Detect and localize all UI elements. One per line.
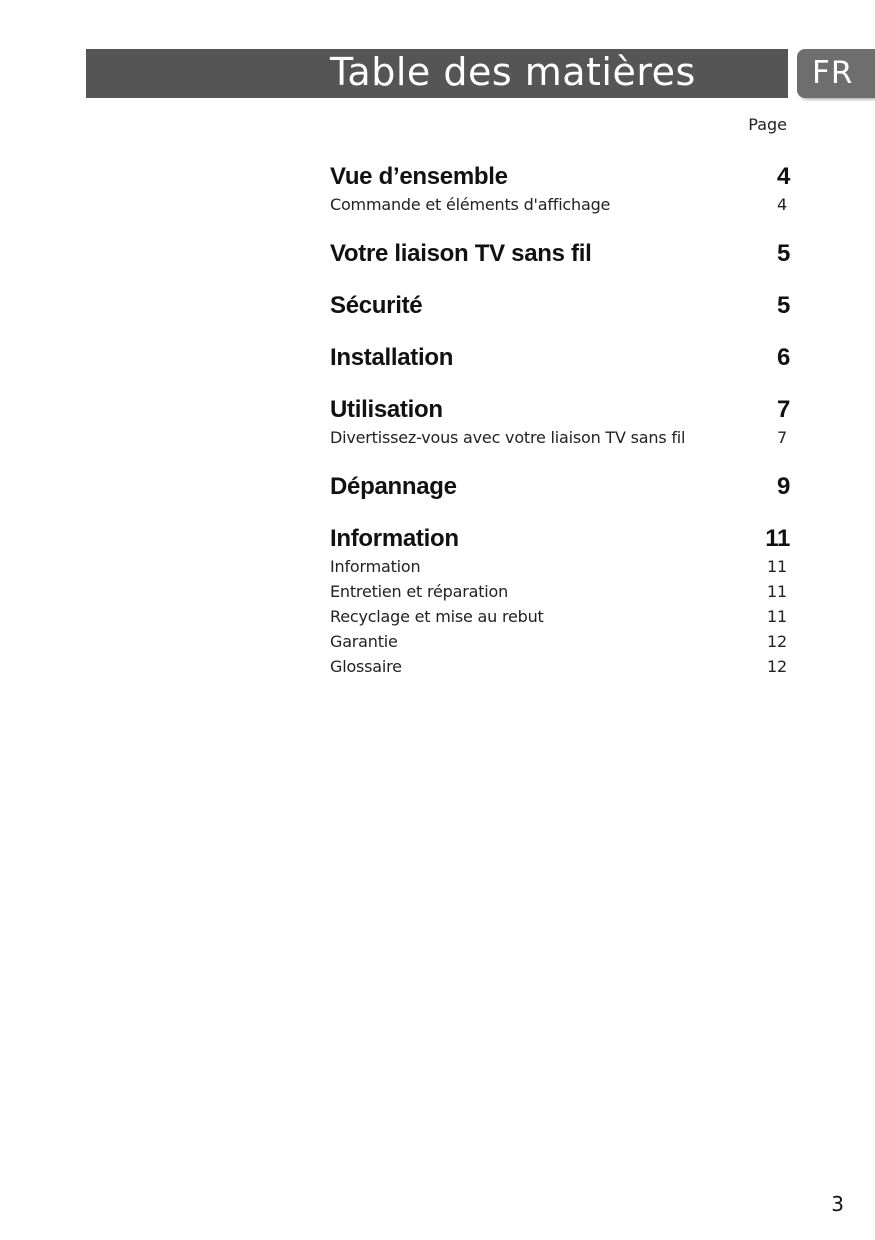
toc-section-heading[interactable] [330,239,790,269]
language-label: FR [812,55,854,91]
toc-section-title: Vue d’ensemble [330,163,508,190]
toc-section-heading[interactable] [330,395,790,425]
toc-entry[interactable] [330,192,790,217]
toc-section-page: 9 [776,473,790,500]
toc-entry-title: Glossaire [330,657,402,676]
table-of-contents [330,162,790,701]
toc-entry-page: 4 [777,195,787,214]
toc-section-heading[interactable] [330,472,790,502]
toc-section-page: 7 [776,396,790,423]
page-column-label: Page [748,115,787,134]
toc-section-page: 5 [776,240,790,267]
toc-entry-title: Garantie [330,632,398,651]
toc-entry-title: Information [330,557,421,576]
toc-entry[interactable] [330,425,790,450]
toc-entry-page: 11 [767,607,787,626]
toc-section-page: 11 [765,525,790,552]
toc-entry-page: 11 [767,557,787,576]
toc-entry[interactable] [330,604,790,629]
page-number: 3 [831,1192,844,1216]
toc-entry-page: 11 [767,582,787,601]
toc-section-title: Votre liaison TV sans fil [330,240,592,267]
toc-section [330,524,790,679]
toc-section [330,472,790,502]
toc-section [330,291,790,321]
toc-entry-page: 12 [767,657,787,676]
toc-entry-title: Entretien et réparation [330,582,509,601]
toc-section-heading[interactable] [330,162,790,192]
toc-section-title: Installation [330,344,454,371]
toc-entry[interactable] [330,554,790,579]
toc-section-page: 4 [776,163,790,190]
toc-section-title: Utilisation [330,396,443,423]
toc-section-title: Information [330,525,459,552]
toc-section [330,162,790,217]
page-title: Table des matières [330,50,696,94]
toc-entry-title: Recyclage et mise au rebut [330,607,544,626]
toc-entry-page: 7 [777,428,787,447]
toc-section-heading[interactable] [330,291,790,321]
toc-section-title: Sécurité [330,292,423,319]
toc-section [330,395,790,450]
toc-section [330,343,790,373]
toc-section [330,239,790,269]
toc-section-heading[interactable] [330,524,790,554]
toc-entry-page: 12 [767,632,787,651]
toc-entry-title: Commande et éléments d'affichage [330,195,611,214]
toc-section-page: 5 [776,292,790,319]
toc-section-heading[interactable] [330,343,790,373]
toc-entry[interactable] [330,654,790,679]
toc-section-title: Dépannage [330,473,457,500]
toc-entry[interactable] [330,579,790,604]
toc-entry-title: Divertissez-vous avec votre liaison TV sans fil [330,428,686,447]
toc-entry[interactable] [330,629,790,654]
toc-section-page: 6 [776,344,790,371]
